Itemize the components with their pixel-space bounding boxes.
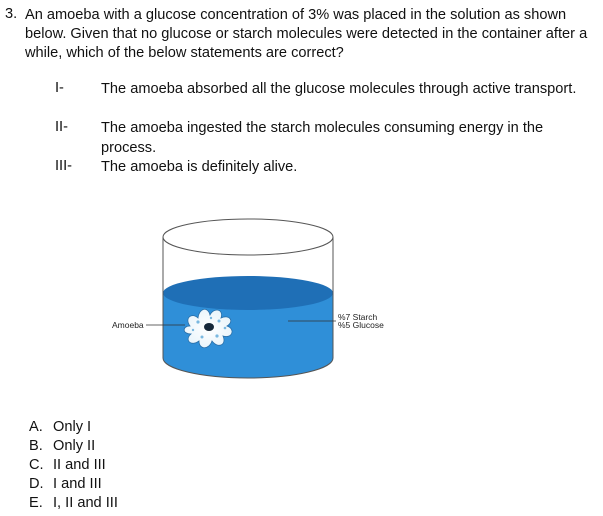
option-e-letter: E. <box>29 495 43 511</box>
option-d[interactable] <box>29 475 102 494</box>
option-c-letter: C. <box>29 457 44 473</box>
beaker-rim <box>163 219 333 255</box>
statement-2-numeral: II- <box>55 119 68 135</box>
option-e[interactable] <box>29 494 118 513</box>
option-d-letter: D. <box>29 476 44 492</box>
option-a[interactable] <box>29 418 91 437</box>
statement-2-text: The amoeba ingested the starch molecules consuming energy in the process. <box>101 120 544 156</box>
option-c-text: II and III <box>53 457 106 473</box>
option-b-text: Only II <box>53 438 96 454</box>
glucose-label: %5 Glucose <box>338 320 384 330</box>
option-d-text: I and III <box>53 476 102 492</box>
option-b-letter: B. <box>29 438 43 454</box>
statement-3-numeral: III- <box>55 158 73 174</box>
statement-1-text: The amoeba absorbed all the glucose molecules through active transport. <box>101 81 577 97</box>
statement-1-numeral: I- <box>55 80 64 96</box>
option-c[interactable] <box>29 456 106 475</box>
starch-label: %7 Starch <box>338 312 378 322</box>
question-number: 3. <box>5 6 18 22</box>
option-b[interactable] <box>29 437 95 456</box>
solution-surface <box>163 276 333 310</box>
question-text: An amoeba with a glucose concentration of 3% was placed in the solution as shown below. Given that no glucose or starch molecules were detected in the container after a while, which of the below statements are correct? <box>25 7 588 61</box>
option-a-letter: A. <box>29 419 43 435</box>
amoeba-label: Amoeba <box>112 320 144 330</box>
option-a-text: Only I <box>53 419 92 435</box>
statement-3-text: The amoeba is definitely alive. <box>101 159 298 175</box>
option-e-text: I, II and III <box>53 495 118 511</box>
